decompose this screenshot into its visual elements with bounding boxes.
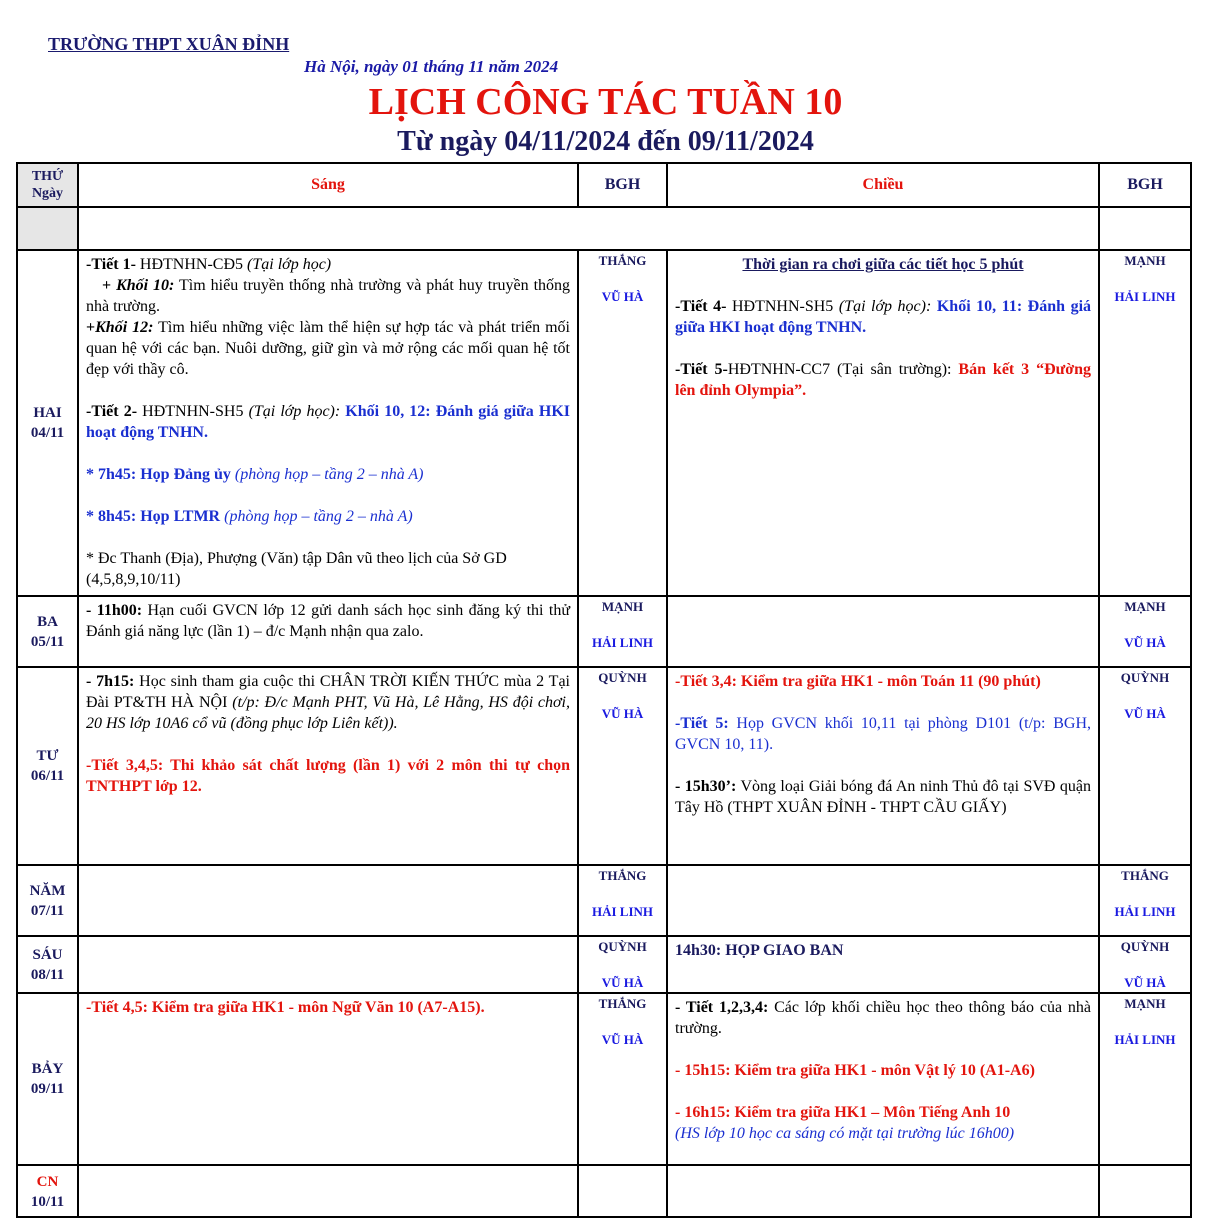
day-date: 09/11 <box>30 1081 65 1097</box>
day-name: SÁU <box>32 946 63 963</box>
morning-cell <box>78 250 578 596</box>
text: HĐTNHN-CĐ5 <box>135 256 248 273</box>
blank-cell <box>78 207 1099 250</box>
bgh-name: HẢI LINH <box>591 635 654 650</box>
text: * 7h45: Họp Đảng ủy <box>86 466 231 483</box>
bgh-name: THẮNG <box>598 253 647 268</box>
text: Các lớp khối chiều học theo thông báo của nhà trường. <box>675 999 1092 1037</box>
text: (Tại lớp học): <box>838 298 932 315</box>
text: HĐTNHN-SH5 <box>137 403 249 420</box>
bgh-morning-cell <box>578 993 667 1165</box>
bgh-morning-cell <box>578 596 667 667</box>
afternoon-cell <box>667 596 1099 667</box>
bgh-afternoon-cell <box>1099 1165 1191 1217</box>
text: - 7h15: <box>86 673 135 690</box>
table-row <box>17 596 1191 667</box>
blank-row <box>17 207 1191 250</box>
afternoon-cell <box>667 993 1099 1165</box>
text: Hạn cuối GVCN lớp 12 gửi danh sách học sinh đăng ký thi thử Đánh giá năng lực (lần 1) – đ/c Mạnh nhận qua zalo. <box>86 602 571 640</box>
day-date: 04/11 <box>30 425 65 441</box>
text: * 8h45: Họp LTMR <box>86 508 221 525</box>
day-cell <box>17 1165 78 1217</box>
text: -Tiết 3,4,5: Thi khảo sát chất lượng (lần 1) với 2 môn thi tự chọn TNTHPT lớp 12. <box>86 757 570 795</box>
morning-cell <box>78 596 578 667</box>
page-subtitle: Từ ngày 04/11/2024 đến 09/11/2024 <box>397 126 814 157</box>
text: Tìm hiểu những việc làm thể hiện sự hợp tác và phát triển mối quan hệ với các bạn. Nuôi dưỡng, giữ gìn và mở rộng các mối quan hệ tốt đẹp với thầy cô. <box>86 319 571 378</box>
header-bgh-afternoon: BGH <box>1099 163 1191 207</box>
day-cell <box>17 865 78 936</box>
bgh-morning-cell <box>578 1165 667 1217</box>
bgh-name: HẢI LINH <box>1114 1032 1176 1047</box>
bgh-name: VŨ HÀ <box>601 289 644 304</box>
text: -Tiết 2- <box>86 403 138 420</box>
text: 14h30: HỌP GIAO BAN <box>675 942 844 959</box>
text: Họp GVCN khối 10,11 tại phòng D101 (t/p: BGH, GVCN 10, 11). <box>675 715 1091 753</box>
day-cell <box>17 993 78 1165</box>
bgh-afternoon-cell <box>1099 865 1191 936</box>
table-row <box>17 1165 1191 1217</box>
bgh-name: THẮNG <box>1121 868 1169 883</box>
afternoon-cell <box>667 865 1099 936</box>
afternoon-cell <box>667 667 1099 865</box>
blank-cell <box>1099 207 1191 250</box>
day-name: CN <box>36 1174 59 1190</box>
day-name: BẢY <box>31 1061 64 1077</box>
morning-cell <box>78 993 578 1165</box>
bgh-name: HẢI LINH <box>1114 289 1176 304</box>
text: - Tiết 1,2,3,4: <box>675 999 769 1016</box>
text: Học sinh tham gia cuộc thi CHÂN TRỜI KIẾN THỨC mùa 2 Tại Đài PT&TH HÀ NỘI <box>86 673 570 711</box>
morning-cell <box>78 667 578 865</box>
text: Vòng loại Giải bóng đá An ninh Thủ đô tại SVĐ quận Tây Hồ (THPT XUÂN ĐỈNH - THPT CẦU GIẤY) <box>675 778 1091 816</box>
afternoon-cell <box>667 936 1099 993</box>
blank-cell <box>17 207 78 250</box>
text: Khối 12: <box>95 319 154 336</box>
text: -Tiết 1- <box>86 256 136 273</box>
day-cell <box>17 936 78 993</box>
text: Khối 10, 11: Đánh giá giữa HKI hoạt động TNHN. <box>675 298 1092 336</box>
text: - 15h15: Kiểm tra giữa HK1 - môn Vật lý 10 (A1-A6) <box>675 1062 1035 1079</box>
bgh-name: QUỲNH <box>1120 670 1170 685</box>
table-row <box>17 667 1191 865</box>
text: Thời gian ra chơi giữa các tiết học 5 phút <box>742 256 1024 273</box>
text: (phòng họp – tầng 2 – nhà A) <box>220 508 413 525</box>
text: -Tiết 4- <box>675 298 727 315</box>
morning-cell <box>78 936 578 993</box>
morning-cell <box>78 865 578 936</box>
schedule-table <box>16 162 1192 1218</box>
bgh-morning-cell <box>578 250 667 596</box>
bgh-name: VŨ HÀ <box>1124 706 1166 721</box>
bgh-afternoon-cell <box>1099 596 1191 667</box>
bgh-morning-cell <box>578 667 667 865</box>
text: Bán kết 3 “Đường lên đỉnh Olympia”. <box>675 361 1092 399</box>
text: - 15h30’: <box>675 778 737 795</box>
table-row <box>17 993 1191 1165</box>
text: -Tiết 5: <box>675 715 729 732</box>
bgh-name: MẠNH <box>1124 599 1166 614</box>
dateline: Hà Nội, ngày 01 tháng 11 năm 2024 <box>304 57 559 76</box>
text: (phòng họp – tầng 2 – nhà A) <box>230 466 424 483</box>
bgh-name: QUỲNH <box>1120 939 1170 954</box>
day-date: 08/11 <box>30 966 65 983</box>
text: Khối 10: <box>116 277 175 294</box>
day-date: 06/11 <box>30 768 65 784</box>
bgh-afternoon-cell <box>1099 250 1191 596</box>
text: -Tiết 5- <box>675 361 728 378</box>
bgh-afternoon-cell <box>1099 993 1191 1165</box>
morning-cell <box>78 1165 578 1217</box>
text: (HS lớp 10 học ca sáng có mặt tại trường lúc 16h00) <box>675 1125 1015 1142</box>
day-name: HAI <box>33 405 62 421</box>
text: + <box>102 277 117 294</box>
bgh-name: VŨ HÀ <box>601 1032 644 1047</box>
bgh-name: QUỲNH <box>598 939 647 954</box>
bgh-morning-cell <box>578 865 667 936</box>
header-day <box>17 163 78 207</box>
day-date: 10/11 <box>30 1194 65 1210</box>
text: -Tiết 4,5: Kiểm tra giữa HK1 - môn Ngữ Văn 10 (A7-A15). <box>86 999 485 1016</box>
bgh-name: QUỲNH <box>598 670 647 685</box>
text: -Tiết 3,4: Kiểm tra giữa HK1 - môn Toán 11 (90 phút) <box>675 673 1041 690</box>
text: * Đc Thanh (Địa), Phượng (Văn) tập Dân vũ theo lịch của Sở GD (4,5,8,9,10/11) <box>86 550 507 588</box>
afternoon-cell <box>667 1165 1099 1217</box>
text: (t/p: Đ/c Mạnh PHT, Vũ Hà, Lê Hằng, HS đội chơi, 20 HS lớp 10A6 cổ vũ (đồng phục lớp Liên kết)). <box>86 694 571 732</box>
header-afternoon: Chiều <box>667 163 1099 207</box>
text: Khối 10, 12: Đánh giá giữa HKI hoạt động TNHN. <box>86 403 571 441</box>
day-name: BA <box>37 613 58 630</box>
table-row <box>17 865 1191 936</box>
text: + <box>86 319 96 336</box>
bgh-name: VŨ HÀ <box>601 706 644 721</box>
text: - 16h15: Kiểm tra giữa HK1 – Môn Tiếng Anh 10 <box>675 1104 1011 1121</box>
table-header-row <box>17 163 1191 207</box>
bgh-name: THẮNG <box>598 868 647 883</box>
bgh-name: HẢI LINH <box>1114 904 1176 919</box>
bgh-name: MẠNH <box>601 599 644 614</box>
day-cell <box>17 596 78 667</box>
bgh-name: MẠNH <box>1124 996 1166 1011</box>
header-day-label: THỨ <box>31 169 64 184</box>
table-row <box>17 936 1191 993</box>
day-date: 07/11 <box>30 902 65 919</box>
day-name: NĂM <box>29 882 66 899</box>
bgh-name: VŨ HÀ <box>1124 635 1166 650</box>
header-bgh-morning: BGH <box>578 163 667 207</box>
day-name: TƯ <box>36 748 59 764</box>
bgh-name: MẠNH <box>1124 253 1166 268</box>
text: HĐTNHN-SH5 <box>726 298 839 315</box>
text: - 11h00: <box>86 602 143 619</box>
day-cell <box>17 667 78 865</box>
header-date-label: Ngày <box>31 186 64 201</box>
text: HĐTNHN-CC7 (Tại sân trường): <box>727 361 959 378</box>
text: Tìm hiểu truyền thống nhà trường và phát huy truyền thống nhà trường. <box>86 277 571 315</box>
bgh-morning-cell <box>578 936 667 993</box>
page-title: LỊCH CÔNG TÁC TUẦN 10 <box>368 81 843 123</box>
text: (Tại lớp học): <box>248 403 341 420</box>
bgh-afternoon-cell <box>1099 667 1191 865</box>
bgh-name: THẮNG <box>598 996 647 1011</box>
day-cell <box>17 250 78 596</box>
bgh-name: HẢI LINH <box>591 904 654 919</box>
bgh-name: VŨ HÀ <box>601 975 644 990</box>
day-date: 05/11 <box>30 633 65 650</box>
text: (Tại lớp học) <box>247 256 332 273</box>
header-morning: Sáng <box>78 163 578 207</box>
table-row <box>17 250 1191 596</box>
school-name: TRƯỜNG THPT XUÂN ĐỈNH <box>48 34 290 54</box>
bgh-afternoon-cell <box>1099 936 1191 993</box>
bgh-name: VŨ HÀ <box>1124 975 1166 990</box>
afternoon-cell <box>667 250 1099 596</box>
